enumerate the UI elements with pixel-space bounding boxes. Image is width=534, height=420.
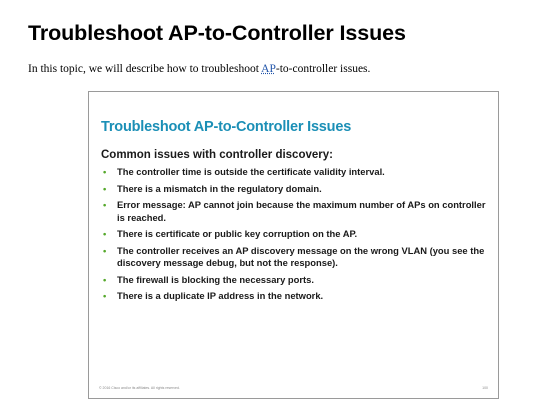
- slide-title: Troubleshoot AP-to-Controller Issues: [101, 119, 352, 135]
- bullet-text: There is a mismatch in the regulatory domain.: [117, 182, 322, 194]
- bullet-marker: •: [103, 166, 107, 177]
- bullet-item: [101, 290, 491, 303]
- intro-text-before: In this topic, we will describe how to troubleshoot: [28, 63, 262, 75]
- bullet-item: [101, 228, 491, 241]
- bullet-marker: •: [103, 244, 107, 256]
- slide-image: [88, 91, 499, 399]
- bullet-item: [101, 245, 491, 270]
- bullet-text: The controller time is outside the certificate validity interval.: [117, 166, 385, 177]
- bullet-text: There is certificate or public key corruption on the AP.: [117, 228, 358, 239]
- page-title: Troubleshoot AP-to-Controller Issues: [28, 21, 406, 45]
- bullet-marker: •: [103, 199, 107, 210]
- bullet-marker: •: [103, 182, 107, 194]
- intro-text-after: -to-controller issues.: [275, 63, 371, 75]
- slide-page-number: 100: [482, 386, 488, 390]
- bullet-text: Error message: AP cannot join because the maximum number of APs on controller is reached.: [117, 199, 486, 223]
- slide-subheading: Common issues with controller discovery:: [101, 149, 333, 161]
- bullet-text: The controller receives an AP discovery message on the wrong VLAN (you see the discovery message debug, but not the response).: [117, 244, 485, 268]
- bullet-marker: •: [103, 290, 107, 301]
- bullet-text: The firewall is blocking the necessary ports.: [117, 273, 314, 285]
- intro-paragraph: [28, 63, 370, 75]
- bullet-item: [101, 183, 491, 196]
- bullet-list: [101, 166, 491, 307]
- bullet-marker: •: [103, 228, 107, 239]
- ap-glossary-link[interactable]: AP: [261, 63, 276, 75]
- bullet-item: [101, 274, 491, 287]
- bullet-item: [101, 199, 491, 224]
- bullet-text: There is a duplicate IP address in the network.: [117, 290, 324, 301]
- bullet-marker: •: [103, 273, 107, 285]
- slide-copyright: © 2016 Cisco and/or its affiliates. All rights reserved.: [99, 386, 180, 390]
- bullet-item: [101, 166, 491, 179]
